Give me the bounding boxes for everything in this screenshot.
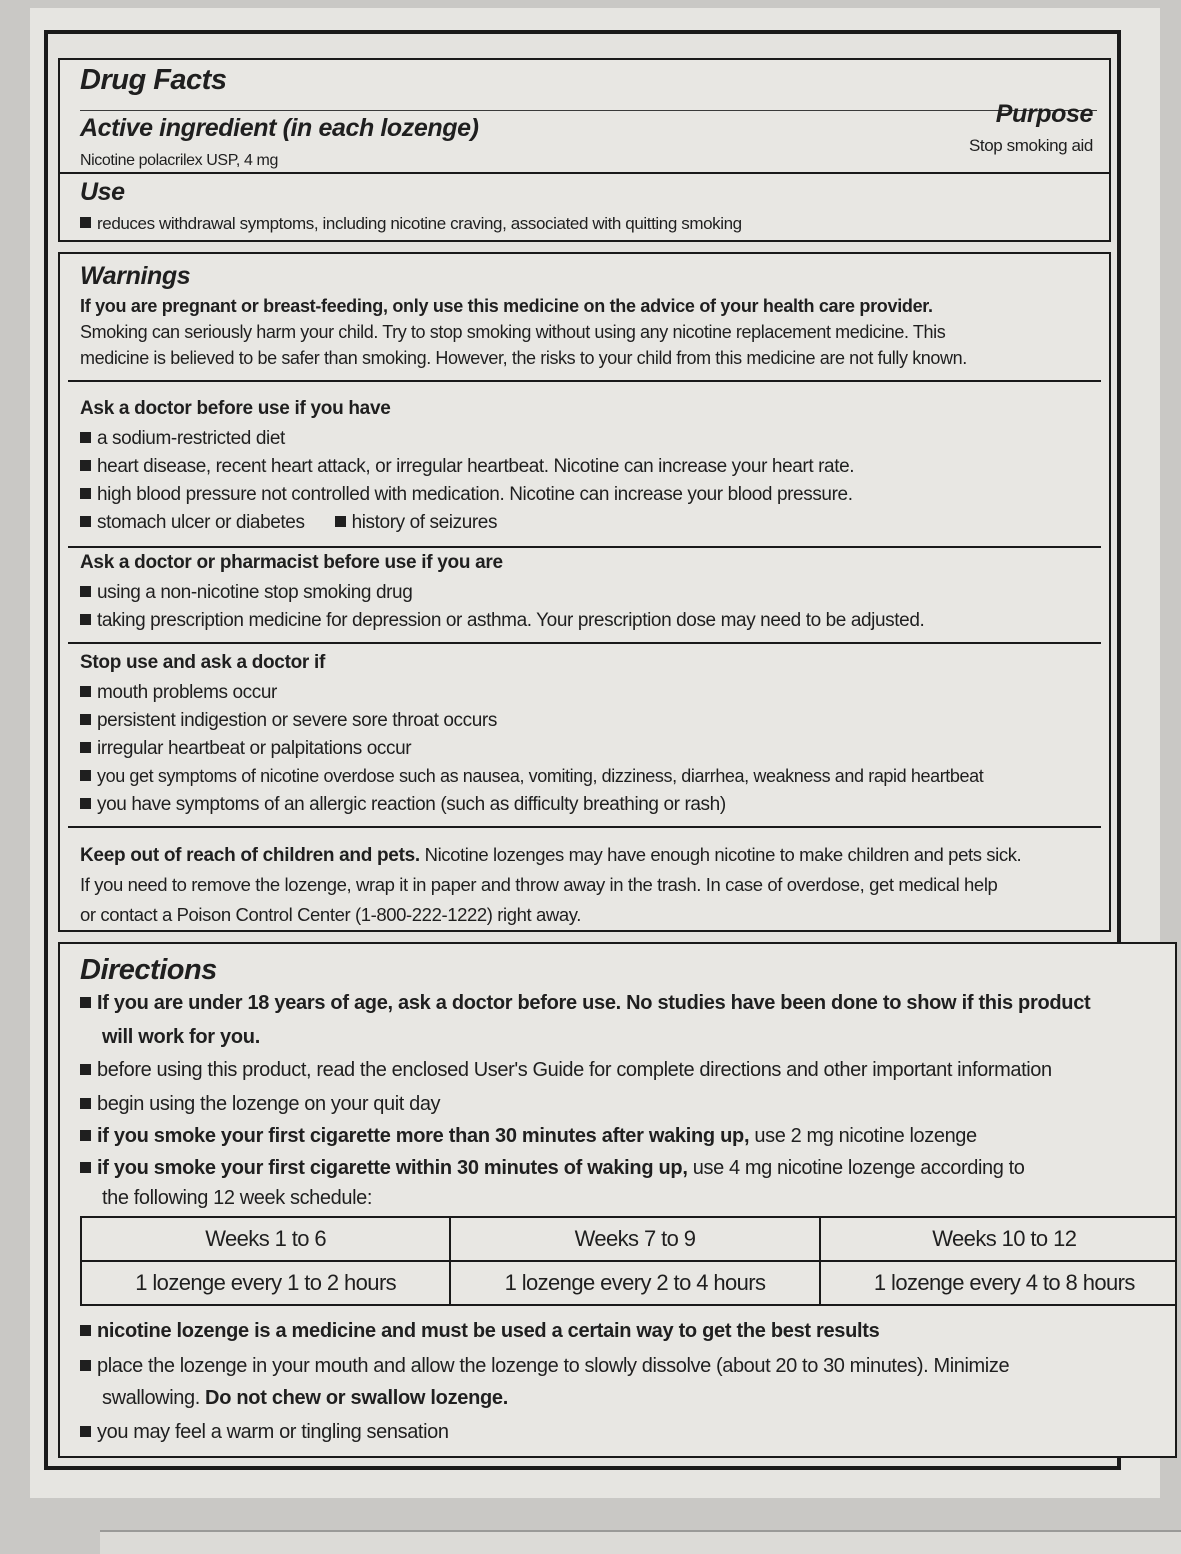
bullet-icon (80, 1325, 91, 1336)
bullet-icon (80, 686, 91, 697)
within-30-item: if you smoke your first cigarette within 30 minutes of waking up, use 4 mg nicotine lozenge according to (80, 1154, 1024, 1183)
bullet-icon (80, 1130, 91, 1141)
use-item (80, 214, 742, 234)
ask-pharmacist-item: using a non-nicotine stop smoking drug (80, 578, 412, 607)
keep-out-bold: Keep out of reach of children and pets. (80, 845, 420, 866)
keep-out-line-1: Keep out of reach of children and pets. Nicotine lozenges may have enough nicotine to make children and pets sick. (80, 844, 1022, 866)
medicine-note-item: nicotine lozenge is a medicine and must be used a certain way to get the best results (80, 1320, 880, 1343)
dose-cell: 1 lozenge every 1 to 2 hours (81, 1261, 450, 1305)
title-rule (80, 110, 1097, 111)
table-row (81, 1261, 1177, 1305)
active-ingredient-section (58, 58, 1111, 184)
stop-use-item: irregular heartbeat or palpitations occur (80, 734, 411, 763)
place-item-line-1: place the lozenge in your mouth and allow the lozenge to slowly dissolve (about 20 to 30 minutes). Minimize (80, 1352, 1009, 1381)
directions-heading: Directions (80, 954, 217, 986)
bullet-icon (80, 614, 91, 625)
bullet-icon (80, 714, 91, 725)
directions-section (58, 942, 1177, 1458)
ask-doctor-item: heart disease, recent heart attack, or irregular heartbeat. Nicotine can increase your heart rate. (80, 452, 854, 481)
stop-use-item: persistent indigestion or severe sore throat occurs (80, 706, 497, 735)
bullet-icon (80, 432, 91, 443)
stop-use-item: mouth problems occur (80, 678, 277, 707)
dose-cell: 1 lozenge every 2 to 4 hours (450, 1261, 819, 1305)
bullet-icon (80, 770, 91, 781)
drug-facts-title: Drug Facts (80, 64, 227, 96)
table-row (81, 1217, 1177, 1261)
bullet-icon (80, 460, 91, 471)
under-18-line-1: If you are under 18 years of age, ask a doctor before use. No studies have been done to show if this product (80, 992, 1090, 1015)
ask-doctor-item: stomach ulcer or diabetes history of seizures (80, 508, 497, 537)
bullet-icon (80, 997, 91, 1008)
keep-out-line-2: If you need to remove the lozenge, wrap it in paper and throw away in the trash. In case of overdose, get medical help (80, 874, 998, 895)
under-18-line-2: will work for you. (102, 1026, 260, 1048)
bullet-icon (80, 217, 91, 228)
divider (68, 642, 1101, 644)
pregnant-text-1: Smoking can seriously harm your child. Try to stop smoking without using any nicotine replacement medicine. This (80, 322, 946, 342)
ask-pharmacist-item: taking prescription medicine for depression or asthma. Your prescription dose may need to be adjusted. (80, 606, 924, 635)
purpose-heading: Purpose (995, 100, 1093, 128)
use-heading: Use (80, 178, 125, 206)
keep-out-line-3: or contact a Poison Control Center (1-800-222-1222) right away. (80, 904, 581, 925)
ask-pharmacist-heading: Ask a doctor or pharmacist before use if you are (80, 552, 503, 573)
use-section (58, 172, 1111, 242)
bullet-icon (80, 586, 91, 597)
bullet-icon (80, 1098, 91, 1109)
pregnant-text-2: medicine is believed to be safer than smoking. However, the risks to your child from this medicine are not fully known. (80, 348, 967, 368)
stop-use-heading: Stop use and ask a doctor if (80, 652, 325, 673)
pregnant-warning: If you are pregnant or breast-feeding, only use this medicine on the advice of your health care provider. (80, 296, 933, 316)
ask-doctor-item: high blood pressure not controlled with medication. Nicotine can increase your blood pressure. (80, 480, 853, 509)
stop-use-item: you have symptoms of an allergic reaction (such as difficulty breathing or rash) (80, 790, 726, 819)
bullet-icon (335, 516, 346, 527)
within-30-line-2: the following 12 week schedule: (102, 1187, 373, 1209)
bullet-icon (80, 1360, 91, 1371)
bullet-icon (80, 488, 91, 499)
package-edge (100, 1530, 1181, 1554)
bullet-icon (80, 1162, 91, 1173)
drug-facts-panel (44, 30, 1135, 1470)
ask-doctor-heading: Ask a doctor before use if you have (80, 398, 391, 419)
divider (68, 380, 1101, 382)
begin-item: begin using the lozenge on your quit day (80, 1090, 440, 1119)
bullet-icon (80, 1426, 91, 1437)
warm-item: you may feel a warm or tingling sensation (80, 1418, 449, 1447)
bullet-icon (80, 1064, 91, 1075)
use-item-text: reduces withdrawal symptoms, including nicotine craving, associated with quitting smoking (97, 214, 742, 233)
place-item-line-2: swallowing. Do not chew or swallow lozenge. (102, 1387, 509, 1409)
bullet-icon (80, 742, 91, 753)
dosing-schedule-table (80, 1216, 1177, 1306)
dose-cell: 1 lozenge every 4 to 8 hours (820, 1261, 1177, 1305)
purpose-value: Stop smoking aid (968, 136, 1093, 155)
before-using-item: before using this product, read the enclosed User's Guide for complete directions and other important information (80, 1056, 1052, 1085)
active-ingredient-heading: Active ingredient (in each lozenge) (80, 114, 479, 142)
bullet-icon (80, 798, 91, 809)
stop-use-item: you get symptoms of nicotine overdose such as nausea, vomiting, dizziness, diarrhea, weakness and rapid heartbeat (80, 762, 983, 791)
weeks-cell: Weeks 10 to 12 (820, 1217, 1177, 1261)
weeks-cell: Weeks 7 to 9 (450, 1217, 819, 1261)
divider (68, 546, 1101, 548)
warnings-heading: Warnings (80, 262, 191, 290)
warnings-section (58, 252, 1111, 932)
more-30-item: if you smoke your first cigarette more than 30 minutes after waking up, use 2 mg nicotine lozenge (80, 1122, 977, 1151)
weeks-cell: Weeks 1 to 6 (81, 1217, 450, 1261)
bullet-icon (80, 516, 91, 527)
ask-doctor-item: a sodium-restricted diet (80, 424, 285, 453)
active-ingredient-value: Nicotine polacrilex USP, 4 mg (80, 152, 278, 169)
divider (68, 826, 1101, 828)
